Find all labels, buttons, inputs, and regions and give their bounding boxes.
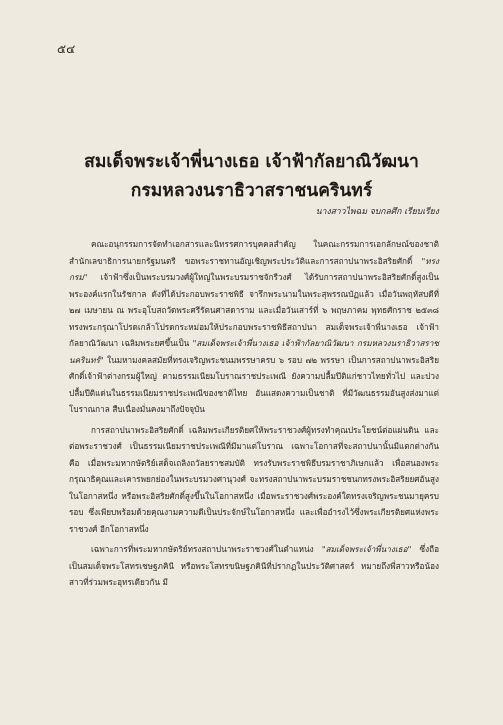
paragraph-3-quote-title: "สมเด็จพระเจ้าพี่นางเธอ" (321, 544, 412, 554)
body-text (69, 236, 439, 591)
paragraph-2 (69, 422, 439, 538)
title-line-1: สมเด็จพระเจ้าพี่นางเธอ เจ้าฟ้ากัลยาณิวัฒนา (84, 152, 419, 172)
paragraph-1-text: เจ้าฟ้าซึ่งเป็นพระบรมวงศ์ผู้ใหญ่ในพระบรมราชจักรีวงศ์ ได้รับการสถาปนาพระอิสริยศักดิ์สูงเป็นพระองค์แรกในรัชกาล ดังที่ได้ประกอบพระราชพิธี จารึกพระนามในพระสุพรรณบัฏแล้ว เมื่อวันพฤหัสบดีที่ ๒๗ เมษายน ณ พระอุโบสถวัดพระศรีรัตนศาสดาราม และเมื่อวันเสาร์ที่ ๖ พฤษภาคม พุทธศักราช ๒๕๓๘ ทรงพระกรุณาโปรดเกล้าโปรดกระหม่อมให้ประกอบพระราชพิธีสถาปนา สมเด็จพระเจ้าพี่นางเธอ เจ้าฟ้ากัลยาณิวัฒนา เฉลิมพระยศขึ้นเป็น (69, 272, 439, 348)
title-line-2: กรมหลวงนราธิวาสราชนครินทร์ (130, 181, 373, 201)
paragraph-1 (69, 236, 439, 418)
page-number: ๕๔ (57, 42, 76, 56)
paragraph-3-text: ซึ่งถือเป็นสมเด็จพระโสทรเชษฐภคินี หรือพระโสทรขนิษฐภคินีที่ปรากฏในประวัติศาสตร์ หมายถึงพี่สาวหรือน้องสาวที่ร่วมพระอุทรเดียวกัน มี (69, 544, 439, 587)
paragraph-1-text: ในมหามงคลสมัยที่ทรงเจริญพระชนมพรรษาครบ ๖ รอบ ๗๒ พรรษา เป็นการสถาปนาพระอิสริยศักดิ์เจ้าฟ้าต่างกรมผู้ใหญ่ ตามธรรมเนียมโบราณราชประเพณี ยังความปลื้มปีติแก่ชาวไทยทั่วไป และปวงปลื้มปีติแด่นในธรรมเนียมราชประเพณีของชาติไทย อันแสดงความเป็นชาติ ที่มีวัฒนธรรมอันสูงส่งมาแต่โบราณกาล สืบเนื่องมั่นคงมาถึงปัจจุบัน (69, 354, 439, 414)
paragraph-1-quote-title: "ทรงกรม" (69, 255, 439, 282)
paragraph-1-quote-full-title: "สมเด็จพระเจ้าพี่นางเธอ เจ้าฟ้ากัลยาณิวัฒนา กรมหลวงนราธิวาสราชนครินทร์" (69, 338, 439, 365)
paragraph-3-text: เฉพาะการที่พระมหากษัตริย์ทรงสถาปนาพระราชวงศ์ในตำแหน่ง (91, 544, 322, 554)
paragraph-1-text: คณะอนุกรรมการจัดทำเอกสารและนิทรรศการบุคคลสำคัญ ในคณะกรรมการเอกลักษณ์ของชาติ สำนักเลขาธิการนายกรัฐมนตรี ขอพระราชทานอัญเชิญพระประวัติและการสถาปนาพระอิสริยศักดิ์ (69, 239, 439, 266)
paragraph-3 (69, 541, 439, 591)
paragraph-2-text: การสถาปนาพระอิสริยศักดิ์ เฉลิมพระเกียรติยศให้พระราชวงศ์ผู้ทรงทำคุณประโยชน์ต่อแผ่นดิน และต่อพระราชวงศ์ เป็นธรรมเนียมราชประเพณีที่มีมาแต่โบราณ เฉพาะโอกาสที่จะสถาปนานั้นมีแตกต่างกัน คือ เมื่อพระมหากษัตริย์เสด็จเถลิงถวัลยราชสมบัติ ทรงรับพระราชพิธีบรมราชาภิเษกแล้ว เพื่อสนองพระกรุณาธิคุณและเคารพยกย่องในพระบรมวงศานุวงศ์ จะทรงสถาปนาพระบรมราชชนกทรงพระอิสริยยศอันสูงในโอกาสหนึ่ง หรือพระอิสริยศักดิ์สูงขึ้นในโอกาสหนึ่ง เมื่อพระราชวงศ์พระองค์ใดทรงเจริญพระชนมายุครบรอบ ซึ่งเพียบพร้อมด้วยคุณงามความดีเป็นประจักษ์ในโอกาสหนึ่ง และเพื่ออำรงไว้ซึ่งพระเกียรติยศแห่งพระราชวงศ์ อีกโอกาสหนึ่ง (69, 424, 439, 534)
author-credit: นางสาวไพฉม จบกลศึก เรียบเรียง (315, 207, 439, 217)
